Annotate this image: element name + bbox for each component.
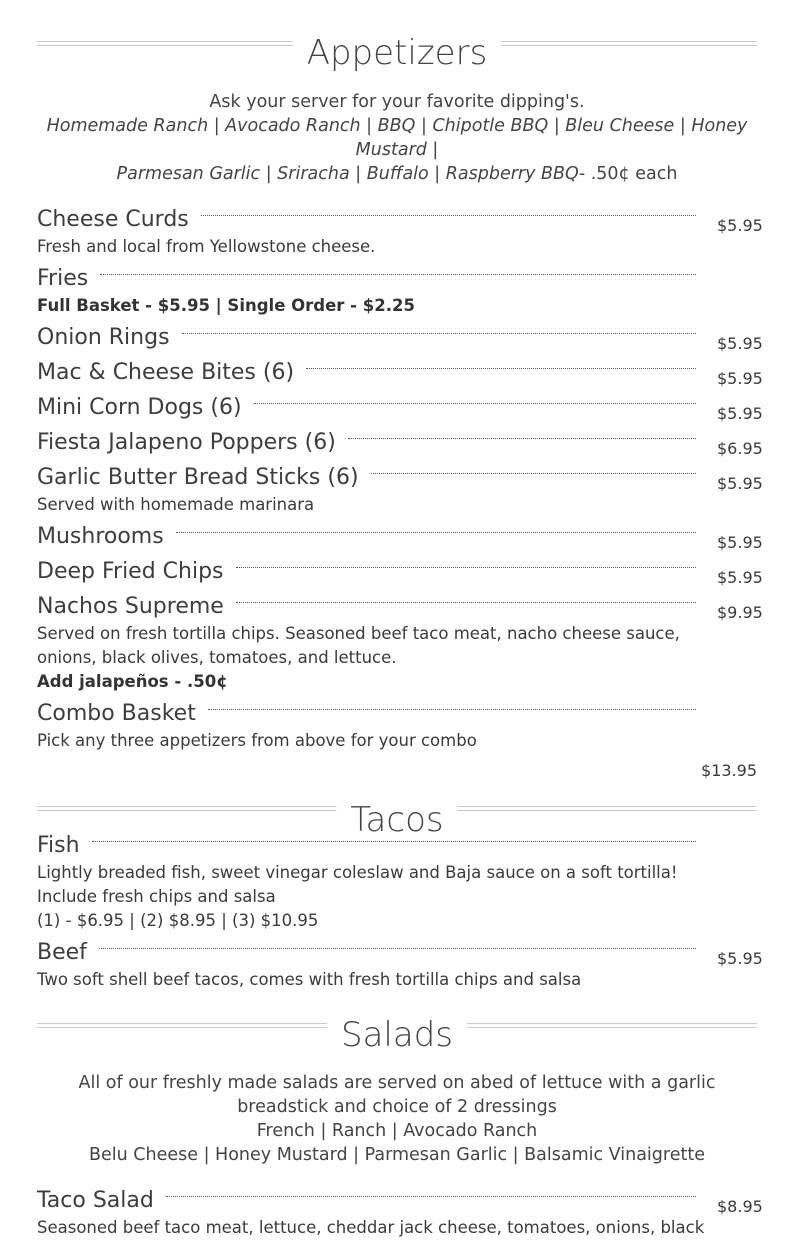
item-price: $5.95 xyxy=(717,404,763,423)
item-name: Onion Rings xyxy=(37,325,170,350)
salads-title: Salads xyxy=(327,1015,467,1055)
appetizers-header xyxy=(37,33,757,93)
appetizers-title: Appetizers xyxy=(293,33,502,73)
dipping-list-2-sauces: Parmesan Garlic | Sriracha | Buffalo | Raspberry BBQ xyxy=(116,164,579,184)
tacos-title: Tacos xyxy=(336,800,457,840)
menu-item xyxy=(37,831,757,933)
item-name: Fish xyxy=(37,833,80,858)
menu-item xyxy=(37,592,763,694)
salads-header xyxy=(37,1015,757,1075)
item-description: Seasoned beef taco meat, lettuce, cheddar jack cheese, tomatoes, onions, black xyxy=(37,1218,705,1237)
menu-item xyxy=(37,323,763,353)
appetizers-intro xyxy=(37,90,757,186)
item-name: Garlic Butter Bread Sticks (6) xyxy=(37,465,359,490)
dotted-leader xyxy=(348,438,696,439)
dotted-leader xyxy=(182,333,696,334)
item-name: Deep Fried Chips xyxy=(37,559,224,584)
item-price: $5.95 xyxy=(717,568,763,587)
menu-item xyxy=(37,393,763,423)
item-name: Taco Salad xyxy=(37,1188,154,1213)
item-price: $5.95 xyxy=(717,369,763,388)
dotted-leader xyxy=(176,532,696,533)
item-price: $5.95 xyxy=(717,533,763,552)
dressings-list-2: Belu Cheese | Honey Mustard | Parmesan Garlic | Balsamic Vinaigrette xyxy=(89,1145,705,1165)
item-price: $5.95 xyxy=(717,216,763,235)
combo-price: $13.95 xyxy=(701,761,757,780)
menu-item xyxy=(37,557,763,587)
dotted-leader xyxy=(254,403,696,404)
dipping-price: - .50¢ each xyxy=(578,164,678,184)
dotted-leader xyxy=(208,709,696,710)
dipping-note: Ask your server for your favorite dipping's. xyxy=(209,92,585,112)
dotted-leader xyxy=(236,567,696,568)
dressings-list-1: French | Ranch | Avocado Ranch xyxy=(256,1121,538,1141)
item-name: Mushrooms xyxy=(37,524,164,549)
item-name: Nachos Supreme xyxy=(37,594,224,619)
dotted-leader xyxy=(92,841,696,842)
salads-note: All of our freshly made salads are served on abed of lettuce with a garlic breadstick and choice of 2 dressings xyxy=(78,1073,716,1117)
menu-item xyxy=(37,938,763,992)
menu-item xyxy=(37,699,757,753)
dotted-leader xyxy=(371,473,696,474)
item-name: Beef xyxy=(37,940,87,965)
menu-item xyxy=(37,264,757,318)
item-price: $5.95 xyxy=(717,334,763,353)
item-price: $5.95 xyxy=(717,949,763,968)
item-price: $9.95 xyxy=(717,603,763,622)
item-name: Mini Corn Dogs (6) xyxy=(37,395,242,420)
dotted-leader xyxy=(236,602,696,603)
dipping-list-2 xyxy=(37,162,757,186)
menu-item xyxy=(37,463,763,517)
item-description: Served on fresh tortilla chips. Seasoned beef taco meat, nacho cheese sauce, onions, black olives, tomatoes, and lettuce. xyxy=(37,624,680,667)
menu-item xyxy=(37,1186,763,1240)
item-pricing-options: (1) - $6.95 | (2) $8.95 | (3) $10.95 xyxy=(37,911,319,930)
item-description: Served with homemade marinara xyxy=(37,495,315,514)
dotted-leader xyxy=(306,368,696,369)
menu-item xyxy=(37,428,763,458)
dotted-leader xyxy=(201,215,696,216)
item-description: Pick any three appetizers from above for your combo xyxy=(37,731,477,750)
menu-item xyxy=(37,522,763,552)
item-name: Fiesta Jalapeno Poppers (6) xyxy=(37,430,336,455)
dotted-leader xyxy=(99,948,696,949)
dipping-list-1: Homemade Ranch | Avocado Ranch | BBQ | Chipotle BBQ | Bleu Cheese | Honey Mustard | xyxy=(46,116,748,160)
item-name: Combo Basket xyxy=(37,701,196,726)
item-price: $8.95 xyxy=(717,1197,763,1216)
dotted-leader xyxy=(166,1196,696,1197)
item-description: Fresh and local from Yellowstone cheese. xyxy=(37,237,376,256)
item-name: Mac & Cheese Bites (6) xyxy=(37,360,295,385)
dotted-leader xyxy=(100,274,696,275)
item-description: Lightly breaded fish, sweet vinegar coleslaw and Baja sauce on a soft tortilla! Include fresh chips and salsa xyxy=(37,863,678,906)
menu-item xyxy=(37,358,763,388)
salads-intro xyxy=(37,1071,757,1167)
item-pricing-options: Full Basket - $5.95 | Single Order - $2.25 xyxy=(37,296,415,315)
item-addon: Add jalapeños - .50¢ xyxy=(37,672,228,691)
menu-item xyxy=(37,205,763,259)
item-name: Cheese Curds xyxy=(37,207,189,232)
item-price: $5.95 xyxy=(717,474,763,493)
item-price: $6.95 xyxy=(717,439,763,458)
item-description: Two soft shell beef tacos, comes with fresh tortilla chips and salsa xyxy=(37,970,582,989)
item-name: Fries xyxy=(37,266,89,291)
